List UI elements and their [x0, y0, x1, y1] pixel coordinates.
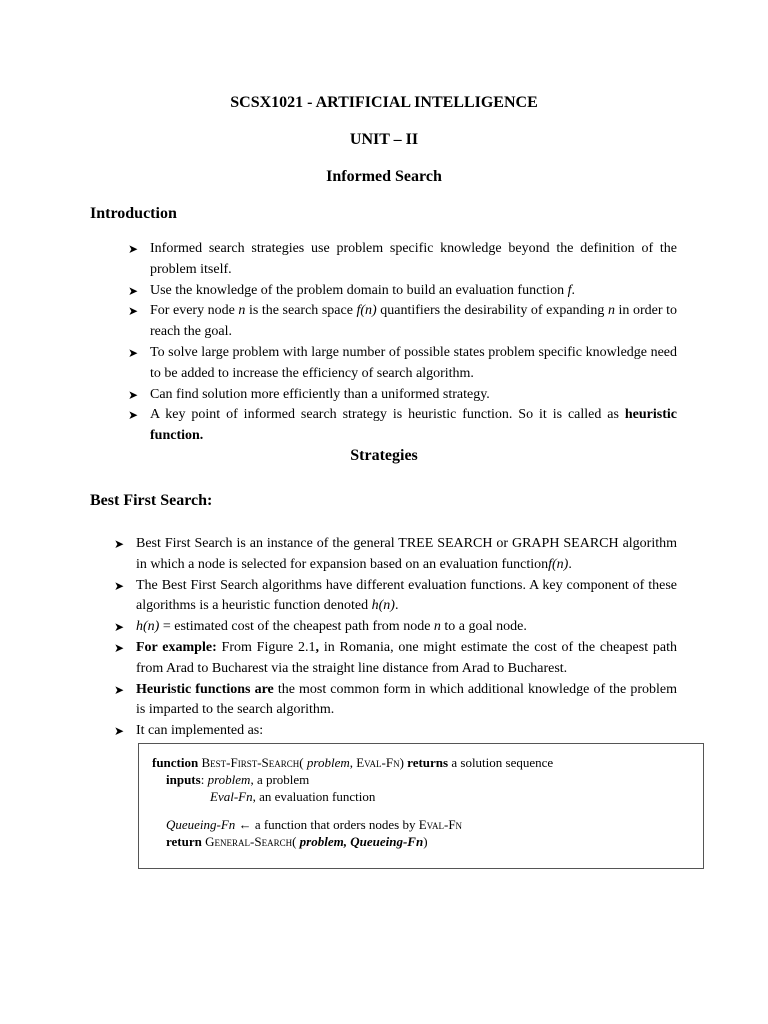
arrow-bullet-icon: ➤ — [114, 724, 125, 739]
strategies-heading: Strategies — [350, 447, 418, 464]
best-first-search-heading: Best First Search: — [90, 492, 213, 509]
arrow-bullet-icon: ➤ — [128, 283, 139, 298]
arrow-bullet-icon: ➤ — [114, 682, 125, 697]
list-item: ➤ Informed search strategies use problem specific knowledge beyond the definition of the problem itself. — [128, 241, 677, 277]
arrow-bullet-icon: ➤ — [114, 620, 125, 635]
list-item: ➤ Can find solution more efficiently than a uniformed strategy. — [128, 385, 677, 406]
arrow-bullet-icon: ➤ — [128, 387, 139, 402]
list-item: ➤ Heuristic functions are the most common form in which additional knowledge of the problem is imparted to the search algorithm. — [114, 681, 677, 718]
arrow-bullet-icon: ➤ — [128, 408, 139, 423]
list-item: ➤ Use the knowledge of the problem domain to build an evaluation function f. — [128, 281, 677, 302]
arrow-bullet-icon: ➤ — [114, 640, 125, 655]
list-item: ➤ It can implemented as: — [114, 721, 677, 742]
list-item: ➤ To solve large problem with large number of possible states problem specific knowledge need to be added to increase the efficiency of search algorithm. — [128, 344, 677, 381]
list-item: ➤ A key point of informed search strategy is heuristic function. So it is called as heuristic function. — [128, 407, 677, 444]
best-first-list — [114, 534, 677, 742]
introduction-heading: Introduction — [90, 205, 177, 222]
list-item: ➤ For example: From Figure 2.1, in Romania, one might estimate the cost of the cheapest path from Arad to Bucharest via the straight line distance from Arad to Bucharest. — [114, 639, 678, 676]
topic-title: Informed Search — [326, 168, 442, 185]
list-item: ➤ Best First Search is an instance of the general TREE SEARCH or GRAPH SEARCH algorithm in which a node is selected for expansion based on an evaluation functionf(n). — [114, 536, 677, 572]
algorithm-line-2: inputs: problem, a problem — [166, 772, 310, 787]
arrow-bullet-icon: ➤ — [114, 537, 125, 551]
list-item: ➤ h(n) = estimated cost of the cheapest path from node n to a goal node. — [114, 617, 677, 638]
course-title: SCSX1021 - ARTIFICIAL INTELLIGENCE — [230, 94, 538, 111]
unit-title: UNIT – II — [349, 131, 419, 148]
algorithm-line-3: Eval-Fn, an evaluation function — [210, 789, 376, 804]
arrow-bullet-icon: ➤ — [128, 304, 139, 319]
algorithm-box — [138, 743, 704, 869]
arrow-bullet-icon: ➤ — [128, 242, 139, 256]
algorithm-line-1: function Best-First-Search( problem, Eval-Fn) returns a solution sequence — [152, 755, 554, 770]
list-item: ➤ For every node n is the search space f(n) quantifiers the desirability of expanding n in order to reach the goal. — [128, 303, 677, 340]
introduction-list — [128, 239, 677, 447]
algorithm-line-4: Queueing-Fn ← a function that orders nodes by Eval-Fn — [166, 817, 463, 832]
list-item: ➤ The Best First Search algorithms have different evaluation functions. A key component of these algorithms is a heuristic function denoted h(n). — [114, 577, 677, 614]
arrow-bullet-icon: ➤ — [114, 578, 125, 593]
algorithm-line-5: return General-Search( problem, Queueing-Fn) — [166, 834, 428, 849]
arrow-bullet-icon: ➤ — [128, 345, 139, 360]
